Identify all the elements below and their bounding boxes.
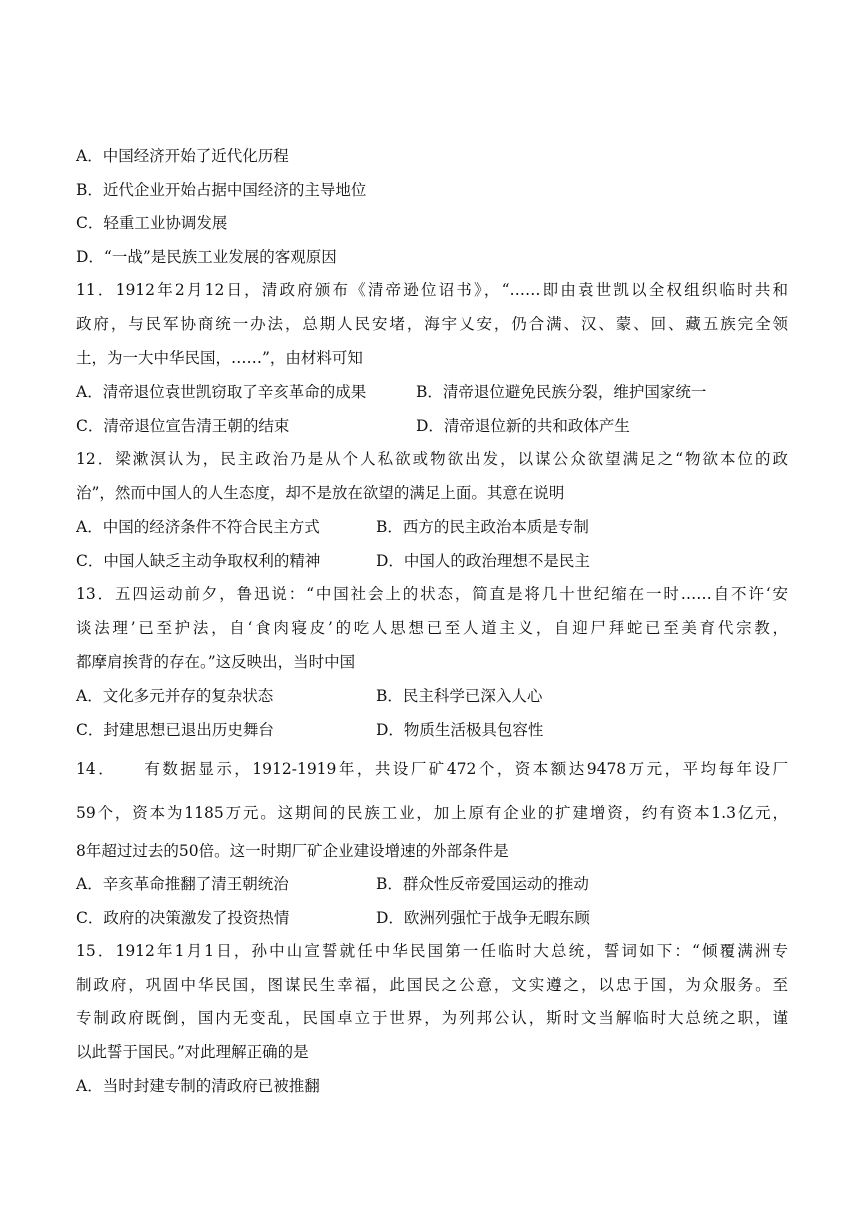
- q11-options-row-1: [76, 375, 788, 409]
- q15-stem-line-1: 15．1912年1月1日，孙中山宣誓就任中华民国第一任临时大总统，誓词如下：“倾覆满洲专: [76, 942, 788, 961]
- exam-page: [76, 140, 788, 1103]
- q11-option-a: A．清帝退位袁世凯窃取了辛亥革命的成果: [76, 383, 367, 402]
- q15-stem-line-3: 专制政府既倒，国内无变乱，民国卓立于世界，为列邦公认，斯时文当解临时大总统之职，谨: [76, 1009, 788, 1028]
- q14-stem-line-1: 14． 有数据显示，1912-1919年，共设厂矿472个，资本额达9478万元，平均每年设厂: [76, 760, 788, 779]
- q11-stem-line-1: 11．1912年2月12日，清政府颁布《清帝逊位诏书》，“……即由袁世凯以全权组织临时共和: [76, 281, 788, 300]
- q11-options-row-2: [76, 409, 788, 443]
- q13-option-a: A．文化多元并存的复杂状态: [76, 687, 274, 706]
- q10-option-a: A．中国经济开始了近代化历程: [76, 147, 289, 165]
- q13-options-row-1: [76, 679, 788, 713]
- q12-stem-line-1: 12．梁漱溟认为，民主政治乃是从个人私欲或物欲出发，以谋公众欲望满足之“物欲本位的政: [76, 450, 788, 469]
- q14-options-row-1: [76, 867, 788, 901]
- q13-option-c: C．封建思想已退出历史舞台: [76, 721, 274, 740]
- q10-option-b: B．近代企业开始占据中国经济的主导地位: [76, 180, 367, 199]
- q13-options-row-2: [76, 713, 788, 747]
- q14-option-b: B．群众性反帝爱国运动的推动: [376, 875, 589, 894]
- q12-option-a: A．中国的经济条件不符合民主方式: [76, 518, 320, 537]
- q12-options-row-2: [76, 544, 788, 578]
- q11-stem-line-3: 土，为一大中华民国，……”，由材料可知: [76, 348, 363, 367]
- q11-option-d: D．清帝退位新的共和政体产生: [416, 417, 630, 436]
- q10-option-d: D．“一战”是民族工业发展的客观原因: [76, 247, 337, 266]
- q15-stem-line-4: 以此誓于国民。”对此理解正确的是: [76, 1042, 309, 1061]
- q15-stem-line-2: 制政府，巩固中华民国，图谋民生幸福，此国民之公意，文实遵之，以忠于国，为众服务。至: [76, 975, 788, 994]
- q14-option-c: C．政府的决策激发了投资热情: [76, 909, 290, 928]
- q13-option-b: B．民主科学已深入人心: [376, 687, 543, 706]
- q13-stem-line-1: 13．五四运动前夕，鲁迅说：“中国社会上的状态，简直是将几十世纪缩在一时……自不许‘安: [76, 585, 788, 604]
- q11-stem-line-2: 政府，与民军协商统一办法，总期人民安堵，海宇乂安，仍合满、汉、蒙、回、藏五族完全领: [76, 314, 788, 333]
- q15-option-a: A．当时封建专制的清政府已被推翻: [76, 1076, 320, 1095]
- q12-option-c: C．中国人缺乏主动争取权利的精神: [76, 552, 321, 571]
- q10-option-c: C．轻重工业协调发展: [76, 214, 228, 233]
- q14-stem-line-2: 59个，资本为1185万元。这期间的民族工业，加上原有企业的扩建增资，约有资本1.3亿元，: [76, 804, 788, 823]
- q11-option-c: C．清帝退位宣告清王朝的结束: [76, 417, 290, 436]
- q14-option-a: A．辛亥革命推翻了清王朝统治: [76, 875, 289, 894]
- q13-stem-line-3: 都摩肩挨背的存在。”这反映出，当时中国: [76, 652, 356, 671]
- q14-options-row-2: [76, 901, 788, 935]
- q12-stem-line-2: 治”，然而中国人的人生态度，却不是放在欲望的满足上面。其意在说明: [76, 483, 565, 502]
- q14-stem-line-3: 8年超过过去的50倍。这一时期厂矿企业建设增速的外部条件是: [76, 842, 509, 861]
- q13-option-d: D．物质生活极具包容性: [376, 721, 544, 740]
- q12-option-d: D．中国人的政治理想不是民主: [376, 552, 590, 571]
- q14-option-d: D．欧洲列强忙于战争无暇东顾: [376, 909, 590, 928]
- q12-option-b: B．西方的民主政治本质是专制: [376, 518, 589, 537]
- q13-stem-line-2: 谈法理’已至护法，自‘食肉寝皮’的吃人思想已至人道主义，自迎尸拜蛇已至美育代宗教，: [76, 618, 788, 637]
- q12-options-row-1: [76, 510, 788, 544]
- q11-option-b: B．清帝退位避免民族分裂，维护国家统一: [416, 383, 707, 402]
